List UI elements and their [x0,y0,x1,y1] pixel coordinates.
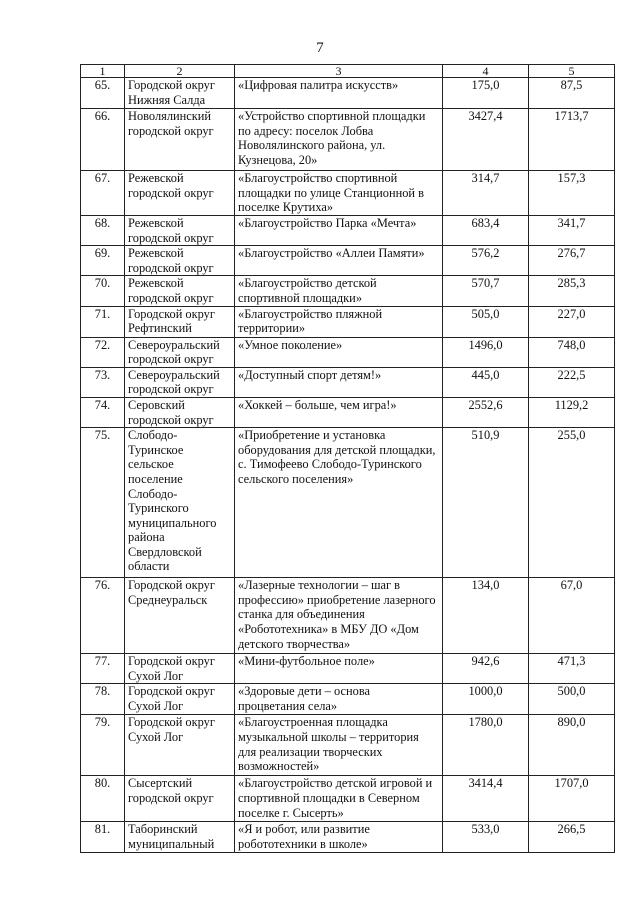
subsidy-amount-cell: 157,3 [529,171,615,216]
municipality-cell: Режевской городской округ [125,276,235,306]
table-row [81,276,615,306]
total-amount-cell: 314,7 [443,171,529,216]
municipality-cell: Новолялинский городской округ [125,109,235,171]
subsidy-amount-cell: 1713,7 [529,109,615,171]
project-cell: «Лазерные технологии – шаг в профессию» приобретение лазерного станка для объединения «Робототехника» в МБУ ДО «Дом детского творчества» [235,578,443,654]
municipality-cell: Режевской городской округ [125,171,235,216]
total-amount-cell: 1780,0 [443,715,529,776]
table-row [81,78,615,109]
project-cell: «Благоустройство пляжной территории» [235,306,443,337]
row-number: 80. [81,776,125,822]
table-row [81,337,615,367]
table-row [81,684,615,715]
table-row [81,171,615,216]
column-header-3: 3 [235,65,443,78]
row-number: 78. [81,684,125,715]
total-amount-cell: 445,0 [443,367,529,397]
row-number: 65. [81,78,125,109]
municipality-cell: Режевской городской округ [125,216,235,246]
project-cell: «Благоустройство спортивной площадки по улице Станционной в поселке Крутиха» [235,171,443,216]
subsidy-amount-cell: 87,5 [529,78,615,109]
total-amount-cell: 3427,4 [443,109,529,171]
subsidy-amount-cell: 227,0 [529,306,615,337]
table-row [81,306,615,337]
table-row [81,776,615,822]
table-row [81,216,615,246]
row-number: 66. [81,109,125,171]
municipality-cell: Городской округ Нижняя Салда [125,78,235,109]
row-number: 74. [81,397,125,427]
project-cell: «Доступный спорт детям!» [235,367,443,397]
municipality-cell: Режевской городской округ [125,246,235,276]
subsidy-amount-cell: 276,7 [529,246,615,276]
table-header-row [81,65,615,78]
project-cell: «Цифровая палитра искусств» [235,78,443,109]
subsidy-amount-cell: 222,5 [529,367,615,397]
total-amount-cell: 533,0 [443,822,529,852]
total-amount-cell: 510,9 [443,428,529,578]
subsidy-amount-cell: 500,0 [529,684,615,715]
table-row [81,246,615,276]
total-amount-cell: 3414,4 [443,776,529,822]
subsidy-amount-cell: 890,0 [529,715,615,776]
row-number: 76. [81,578,125,654]
municipality-cell: Городской округ Сухой Лог [125,684,235,715]
total-amount-cell: 1496,0 [443,337,529,367]
column-header-4: 4 [443,65,529,78]
row-number: 75. [81,428,125,578]
row-number: 70. [81,276,125,306]
grants-table [80,64,615,853]
table-row [81,654,615,684]
project-cell: «Я и робот, или развитие робототехники в школе» [235,822,443,852]
project-cell: «Здоровые дети – основа процветания села» [235,684,443,715]
project-cell: «Благоустройство детской спортивной площадки» [235,276,443,306]
subsidy-amount-cell: 266,5 [529,822,615,852]
table-row [81,367,615,397]
subsidy-amount-cell: 255,0 [529,428,615,578]
project-cell: «Приобретение и установка оборудования для детской площадки, с. Тимофеево Слободо-Туринского сельского поселения» [235,428,443,578]
column-header-1: 1 [81,65,125,78]
row-number: 69. [81,246,125,276]
table-row [81,428,615,578]
municipality-cell: Североуральский городской округ [125,367,235,397]
column-header-5: 5 [529,65,615,78]
municipality-cell: Городской округ Сухой Лог [125,715,235,776]
subsidy-amount-cell: 1707,0 [529,776,615,822]
total-amount-cell: 505,0 [443,306,529,337]
table-row [81,715,615,776]
project-cell: «Благоустройство Парка «Мечта» [235,216,443,246]
subsidy-amount-cell: 1129,2 [529,397,615,427]
municipality-cell: Таборинский муниципальный [125,822,235,852]
row-number: 71. [81,306,125,337]
subsidy-amount-cell: 748,0 [529,337,615,367]
project-cell: «Устройство спортивной площадки по адресу: поселок Лобва Новолялинского района, ул. Кузнецова, 20» [235,109,443,171]
table-row [81,822,615,852]
municipality-cell: Сысертский городской округ [125,776,235,822]
total-amount-cell: 576,2 [443,246,529,276]
subsidy-amount-cell: 341,7 [529,216,615,246]
total-amount-cell: 683,4 [443,216,529,246]
municipality-cell: Городской округ Рефтинский [125,306,235,337]
total-amount-cell: 942,6 [443,654,529,684]
subsidy-amount-cell: 67,0 [529,578,615,654]
project-cell: «Хоккей – больше, чем игра!» [235,397,443,427]
total-amount-cell: 134,0 [443,578,529,654]
total-amount-cell: 1000,0 [443,684,529,715]
municipality-cell: Серовский городской округ [125,397,235,427]
row-number: 73. [81,367,125,397]
table-row [81,397,615,427]
subsidy-amount-cell: 471,3 [529,654,615,684]
row-number: 79. [81,715,125,776]
municipality-cell: Городской округ Сухой Лог [125,654,235,684]
subsidy-amount-cell: 285,3 [529,276,615,306]
row-number: 81. [81,822,125,852]
total-amount-cell: 2552,6 [443,397,529,427]
total-amount-cell: 570,7 [443,276,529,306]
row-number: 67. [81,171,125,216]
project-cell: «Благоустроенная площадка музыкальной школы – территория для реализации творческих возможностей» [235,715,443,776]
row-number: 72. [81,337,125,367]
table-row [81,109,615,171]
project-cell: «Благоустройство детской игровой и спортивной площадки в Северном поселке г. Сысерть» [235,776,443,822]
column-header-2: 2 [125,65,235,78]
table-row [81,578,615,654]
row-number: 77. [81,654,125,684]
municipality-cell: Слободо-Туринское сельское поселение Слободо-Туринского муниципального района Свердловской области [125,428,235,578]
project-cell: «Мини-футбольное поле» [235,654,443,684]
municipality-cell: Городской округ Среднеуральск [125,578,235,654]
project-cell: «Умное поколение» [235,337,443,367]
total-amount-cell: 175,0 [443,78,529,109]
project-cell: «Благоустройство «Аллеи Памяти» [235,246,443,276]
row-number: 68. [81,216,125,246]
page-number: 7 [316,40,324,56]
municipality-cell: Североуральский городской округ [125,337,235,367]
